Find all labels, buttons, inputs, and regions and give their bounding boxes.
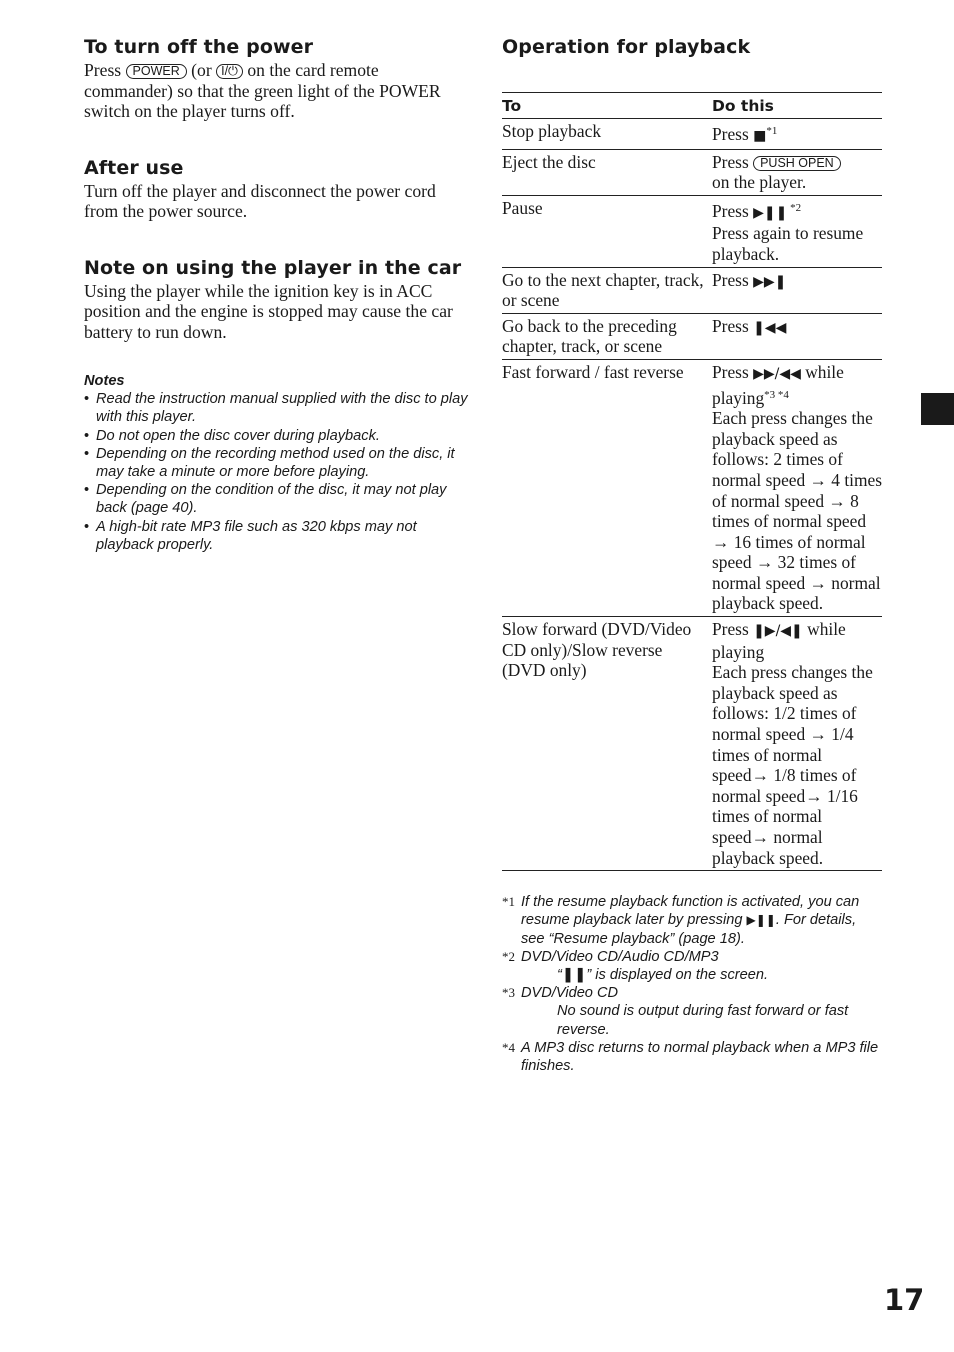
cell-to: Go to the next chapter, track, or scene (502, 267, 712, 313)
table-row (502, 359, 882, 616)
footnote-text: DVD/Video CD/Audio CD/MP3 (521, 948, 719, 965)
footnote-mark: *4 (502, 1039, 515, 1055)
cell-do-text-while: while playing (712, 361, 844, 408)
onoff-key: I/⏻ (216, 64, 243, 79)
footnote-2 (502, 948, 882, 984)
cell-do-text-2: on the player. (712, 172, 807, 193)
footnote-subtext: No sound is output during fast forward or fast reverse. (557, 1003, 849, 1038)
cell-to: Stop playback (502, 119, 712, 150)
page-number: 17 (884, 1283, 925, 1317)
cell-do (712, 267, 882, 313)
footnote-mark: *1 (502, 894, 515, 910)
table-row (502, 267, 882, 313)
power-section (84, 34, 468, 122)
col-header-to: To (502, 93, 712, 119)
cell-do (712, 617, 882, 871)
table-header-row (502, 93, 882, 119)
note-item: • Read the instruction manual supplied with the disc to play with this player. (84, 390, 468, 426)
playback-heading: Operation for playback (502, 36, 751, 58)
footnote-mark: *3 (502, 985, 515, 1001)
cell-do-text: Press (712, 200, 754, 221)
cell-do (712, 119, 882, 150)
notes-list (84, 390, 468, 554)
cell-do-text: Press (712, 151, 754, 172)
cell-to: Eject the disc (502, 149, 712, 195)
play-pause-icon: ▶❚❚ (753, 204, 788, 221)
car-note-text: Using the player while the ignition key is in ACC position and the engine is stopped may cause the car battery to run down. (84, 280, 453, 342)
power-heading: To turn off the power (84, 36, 314, 58)
push-open-key: PUSH OPEN (753, 156, 841, 171)
right-column (502, 34, 882, 1075)
footnote-text-2: . For details, see “Resume playback” (page 18). (521, 912, 857, 947)
note-item: • A high-bit rate MP3 file such as 320 kbps may not playback properly. (84, 518, 468, 554)
footnote-ref: *1 (766, 125, 778, 137)
note-item: • Depending on the recording method used on the disc, it may take a minute or more before playing. (84, 445, 468, 481)
note-item: • Depending on the condition of the disc, it may not play back (page 40). (84, 481, 468, 517)
section-edge-tab (921, 393, 954, 425)
play-pause-icon: ▶❚❚ (746, 913, 776, 928)
footnote-mark: *2 (502, 948, 515, 964)
table-row (502, 195, 882, 267)
left-column (84, 34, 468, 554)
next-icon: ▶▶❚ (753, 273, 787, 290)
cell-to: Slow forward (DVD/Video CD only)/Slow reverse (DVD only) (502, 617, 712, 871)
footnote-subtext: “❚❚” is displayed on the screen. (557, 967, 769, 983)
after-use-heading: After use (84, 156, 184, 179)
cell-do-text-2: Each press changes the playback speed as follows: 2 times of normal speed → 4 times of normal speed → 8 times of normal speed → 16 times of normal speed → 32 times of normal speed → normal playback speed. (712, 408, 883, 614)
cell-to: Pause (502, 195, 712, 267)
cell-do-text: Press (712, 315, 754, 336)
note-item: • Do not open the disc cover during playback. (84, 427, 468, 445)
playback-table (502, 92, 882, 871)
footnote-text: A MP3 disc returns to normal playback when a MP3 file finishes. (521, 1039, 879, 1075)
footnote-1 (502, 893, 882, 948)
stop-icon: ■ (753, 128, 767, 144)
notes-title: Notes (84, 373, 125, 389)
cell-to: Go back to the preceding chapter, track, or scene (502, 313, 712, 359)
cell-do-text-2: Press again to resume playback. (712, 223, 864, 264)
col-header-do: Do this (712, 93, 882, 119)
cell-do-text: Press (712, 269, 754, 290)
cell-do (712, 195, 882, 267)
fast-forward-reverse-icon: ▶▶/◀◀ (753, 365, 801, 382)
cell-do-text-2: Each press changes the playback speed as follows: 1/2 times of normal speed → 1/4 times of normal speed→ 1/8 times of normal speed→ 1/16 times of normal speed→ normal playback speed. (712, 662, 873, 868)
power-text-3: on the card remote commander) so that the green light of the POWER switch on the player turns off. (84, 60, 441, 121)
cell-do (712, 149, 882, 195)
footnote-ref: *3 *4 (764, 388, 789, 401)
after-use-section (84, 155, 468, 222)
car-note-heading: Note on using the player in the car (84, 256, 462, 279)
power-text-2: (or (186, 60, 217, 80)
cell-to: Fast forward / fast reverse (502, 359, 712, 616)
cell-do (712, 359, 882, 616)
footnote-text: DVD/Video CD (521, 985, 619, 1002)
footnote-ref: *2 (787, 201, 802, 214)
cell-do (712, 313, 882, 359)
table-row (502, 617, 882, 871)
cell-do-text: Press (712, 361, 754, 382)
car-note-section (84, 255, 468, 343)
power-text-1: Press (84, 60, 126, 80)
previous-icon: ❚◀◀ (753, 319, 787, 336)
table-row (502, 149, 882, 195)
power-text (84, 60, 468, 122)
table-row (502, 119, 882, 150)
notes-block (84, 372, 468, 554)
footnote-4 (502, 1039, 882, 1075)
cell-do-text: Press (712, 124, 754, 144)
slow-forward-reverse-icon: ❚▶/◀❚ (753, 623, 803, 640)
footnote-text: If the resume playback function is activated, you can resume playback later by pressing (521, 894, 860, 929)
after-use-text: Turn off the player and disconnect the power cord from the power source. (84, 180, 436, 221)
table-row (502, 313, 882, 359)
cell-do-text: Press (712, 619, 754, 640)
footnote-3 (502, 984, 882, 1039)
cell-do-text-while: while playing (712, 619, 846, 662)
footnotes (502, 893, 882, 1075)
power-key: POWER (126, 64, 187, 79)
